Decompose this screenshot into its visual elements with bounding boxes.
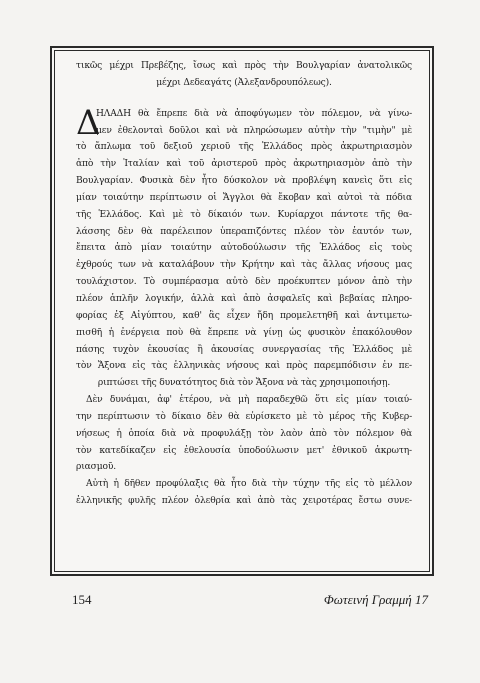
running-title: Φωτεινή Γραμμή 17 [323,592,428,607]
text-line: τῆς Ἑλλάδος. Καὶ μὲ τὸ δίκαιόν των. Κυρίαρχοι πάντοτε τῆς θα- [76,209,412,220]
text-line: Αὐτὴ ἡ δῆθεν προφύλαξις θὰ ἦτο διὰ τὴν τύχην τῆς εἰς τὸ μέλλον [86,479,412,490]
drop-cap: Δ [76,102,101,143]
text-line: ριπτώσει τῆς δυνατότητος διὰ τὸν Ἄξονα νὰ τὰς χρησιμοποιήσῃ. [97,378,391,389]
text-line: την περίπτωσιν τὸ δίκαιο δὲν θὰ εὑρίσκετο μὲ τὸ μέρος τῆς Κυβερ- [76,411,412,422]
text-line: μίαν τοιαύτην περίπτωσιν οἱ Ἄγγλοι θὰ ἔκοβαν καὶ αὐτοὶ τὰ πόδια [76,192,412,203]
text-line: τὸ ἄπλωμα τοῦ δεξιοῦ χεριοῦ τῆς Ἑλλάδος πρὸς ἀκρωτηριασμὸν [76,142,412,153]
text-line: τικῶς μέχρι Πρεβέζης, ἴσως καὶ πρὸς τὴν Βουλγαρίαν ἀνατολικῶς [76,61,412,71]
text-line: τουλάχιστον. Τὸ συμπέρασμα αὐτὸ δὲν προέκυπτεν μόνον ἀπὸ τὴν [76,277,412,288]
text-line: ἐχθρούς των νὰ καταλάβουν τὴν Κρήτην καὶ τὰς ἄλλας νήσους μας [76,260,412,271]
text-line: Βουλγαρίαν. Φυσικὰ δὲν ἦτο δύσκολον νὰ προβλέψη κανεὶς ὅτι εἰς [76,176,412,187]
text-line: ἔπειτα ἀπὸ μίαν τοιαύτην αὐτοδούλωσιν τῆς Ἑλλάδος εἰς τοὺς [76,243,412,254]
paragraph-opening [76,102,412,143]
text-line: μέχρι Δεδεαγάτς (Ἀλεξανδρουπόλεως). [156,77,332,88]
text-line: ἑλληνικῆς φυλῆς πλέον ὀλεθρία καὶ ἀπὸ τὰς χειροτέρας ἔστω συνε- [76,496,412,507]
text-line: πισθῆ ἡ ἐνέργεια ποὺ θὰ ἔπρεπε νὰ γίνῃ ὡς φυσικὸν ἐπακόλουθον [76,327,412,338]
text-line: μεν ἐθελονταὶ δοῦλοι καὶ νὰ πληρώσωμεν αὐτὴν τὴν "τιμὴν" μὲ [96,125,412,136]
text-line: πλέον ἁπλῆν λογικήν, ἀλλὰ καὶ ἀπὸ ἀσφαλεῖς καὶ βεβαίας πληρο- [76,293,412,304]
page-frame [50,46,434,576]
page-number: 154 [72,592,92,607]
text-line: τὸν Ἄξονα εἰς τὰς ἑλληνικὰς νήσους καὶ πρὸς παρεμπόδισιν ἐν πε- [76,361,412,372]
text-line: λάσσης δὲν θὰ παρέλειπον ὑπεραπιζόντες πλέον τὸν ἑαυτόν των, [76,226,412,237]
text-line: νήσεως ἡ ὁποία διὰ νὰ προφυλάξῃ τὸν λαὸν ἀπὸ τὸν πόλεμον θὰ [76,428,412,439]
text-line: ἀπὸ τὴν Ἰταλίαν καὶ τοῦ ἀριστεροῦ πρὸς ἀκρωτηριασμὸν ἀπὸ τὴν [76,159,412,170]
text-line: ριασμοῦ. [76,462,117,473]
text-line: Δὲν δυνάμαι, ἀφ' ἑτέρου, νὰ μὴ παραδεχθῶ ὅτι εἰς μίαν τοιαύ- [86,395,412,406]
text-line: ΗΛΑΔΗ θὰ ἔπρεπε διὰ νὰ ἀποφύγωμεν τὸν πόλεμον, νὰ γίνω- [96,108,412,119]
paragraph-gap [76,92,412,106]
text-line: φορίας ἐξ Αἰγύπτου, καθ' ἃς εἶχεν ἤδη προμελετηθῆ καὶ ἀντιμετω- [76,310,412,321]
body-text [76,58,412,510]
text-line: τὸν κατεδίκαζεν εἰς ἐθελουσία ὑποδούλωσιν μετ' ἐθνικοῦ ἀκρωτη- [76,445,412,456]
text-line: πάσης τυχὸν ἐκουσίας ἢ ἀκουσίας συνεργασίας τῆς Ἑλλάδος μὲ [76,344,412,355]
